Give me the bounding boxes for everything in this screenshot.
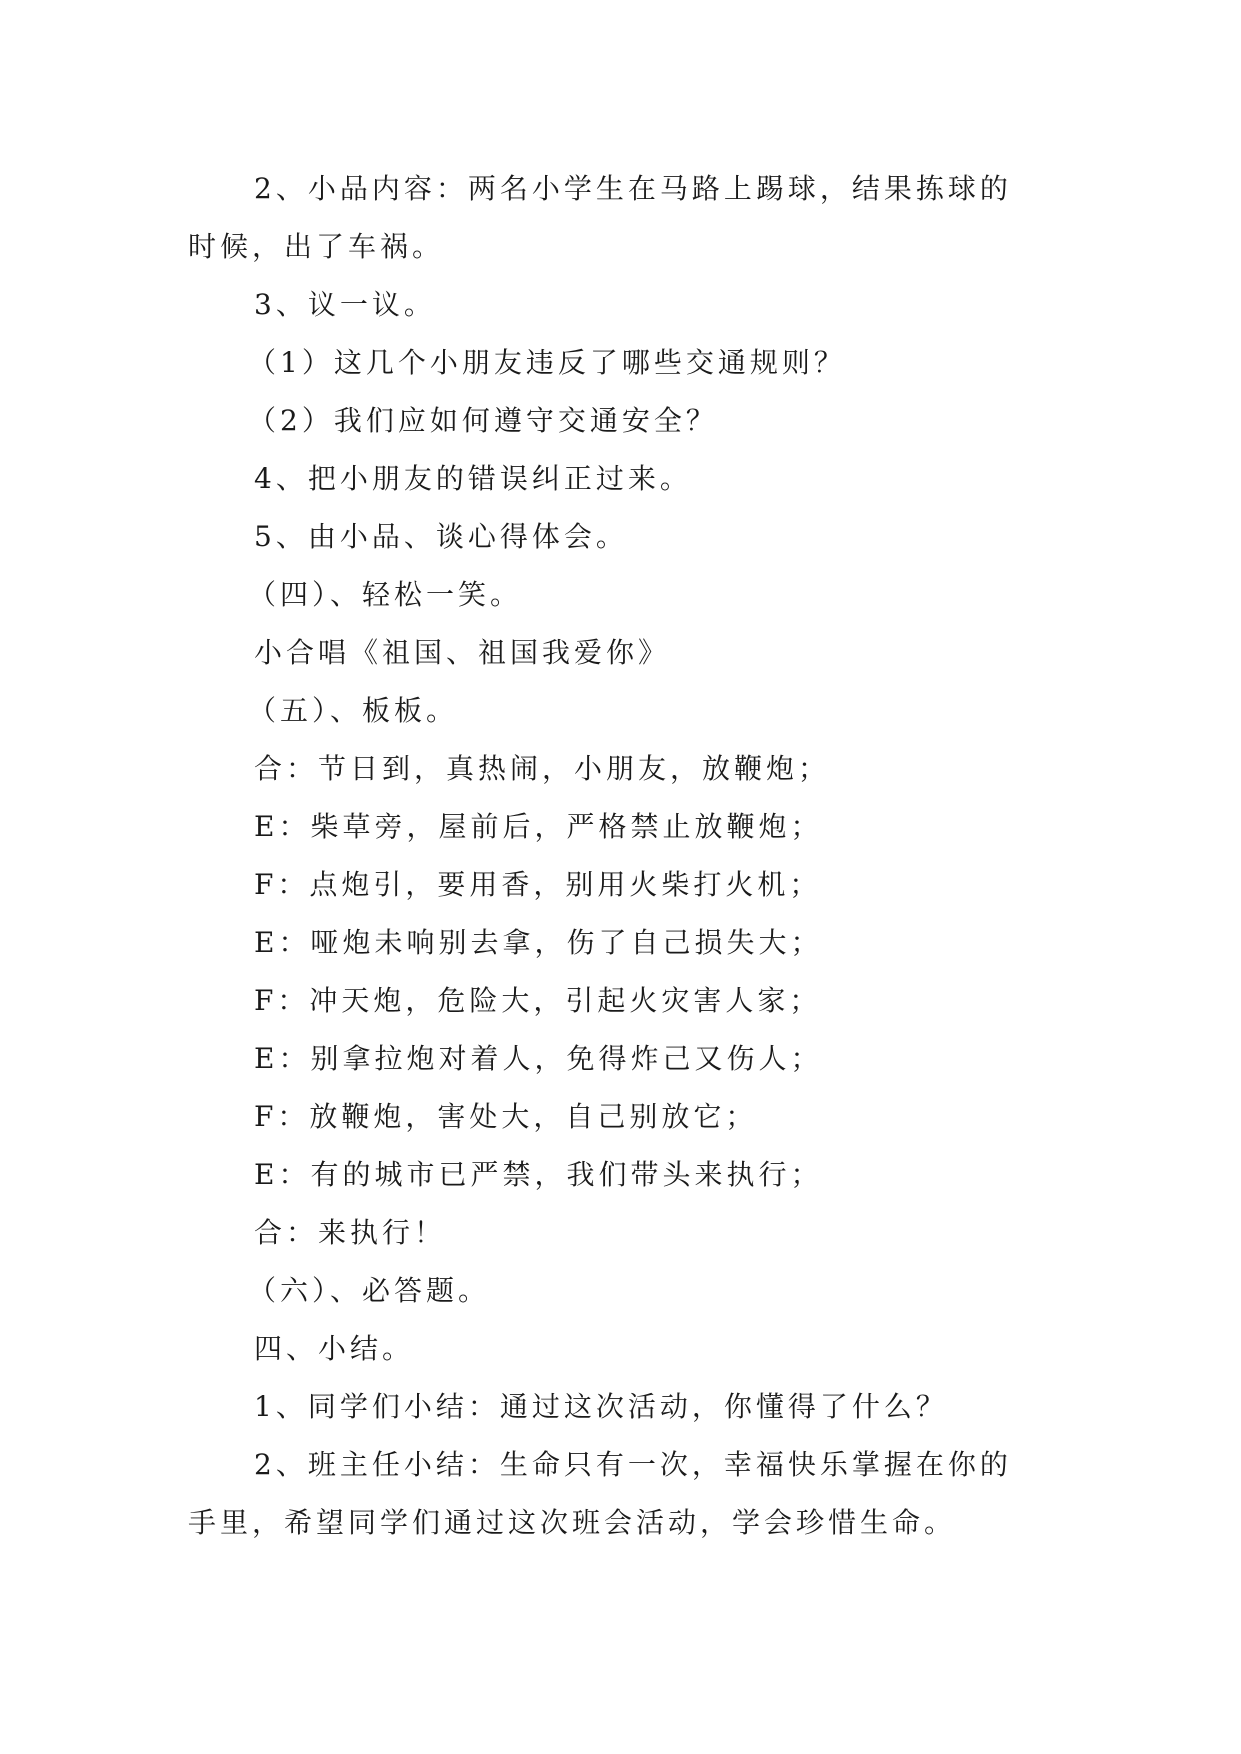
verse-line: 合：来执行！ [254, 1216, 447, 1249]
paragraph-line: 4、把小朋友的错误纠正过来。 [254, 462, 692, 495]
section-heading: （五）、板板。 [248, 694, 459, 727]
paragraph-line: （1）这几个小朋友违反了哪些交通规则？ [248, 346, 846, 379]
section-heading: 四、小结。 [254, 1332, 415, 1365]
paragraph-line: 手里，希望同学们通过这次班会活动，学会珍惜生命。 [188, 1506, 957, 1539]
section-heading: （六）、必答题。 [248, 1274, 491, 1307]
verse-line: F：放鞭炮，害处大，自己别放它； [254, 1100, 758, 1133]
paragraph-line: 3、议一议。 [254, 288, 436, 321]
paragraph-line: 2、小品内容：两名小学生在马路上踢球，结果拣球的 [254, 172, 1012, 205]
paragraph-line: 时候，出了车祸。 [188, 230, 445, 263]
paragraph-line: 小合唱《祖国、祖国我爱你》 [254, 636, 671, 669]
verse-line: E：哑炮未响别去拿，伤了自己损失大； [254, 926, 823, 959]
paragraph-line: 1、同学们小结：通过这次活动，你懂得了什么？ [254, 1390, 948, 1423]
paragraph-line: 5、由小品、谈心得体会。 [254, 520, 628, 553]
verse-line: E：别拿拉炮对着人，免得炸己又伤人； [254, 1042, 823, 1075]
verse-line: F：冲天炮，危险大，引起火灾害人家； [254, 984, 822, 1017]
paragraph-line: （2）我们应如何遵守交通安全？ [248, 404, 718, 437]
section-heading: （四）、轻松一笑。 [248, 578, 523, 611]
verse-line: E：有的城市已严禁，我们带头来执行； [254, 1158, 823, 1191]
document-body [188, 160, 1058, 1552]
verse-line: 合：节日到，真热闹，小朋友，放鞭炮； [254, 752, 831, 785]
verse-line: F：点炮引，要用香，别用火柴打火机； [254, 868, 822, 901]
paragraph-line: 2、班主任小结：生命只有一次，幸福快乐掌握在你的 [254, 1448, 1012, 1481]
verse-line: E：柴草旁，屋前后，严格禁止放鞭炮； [254, 810, 823, 843]
